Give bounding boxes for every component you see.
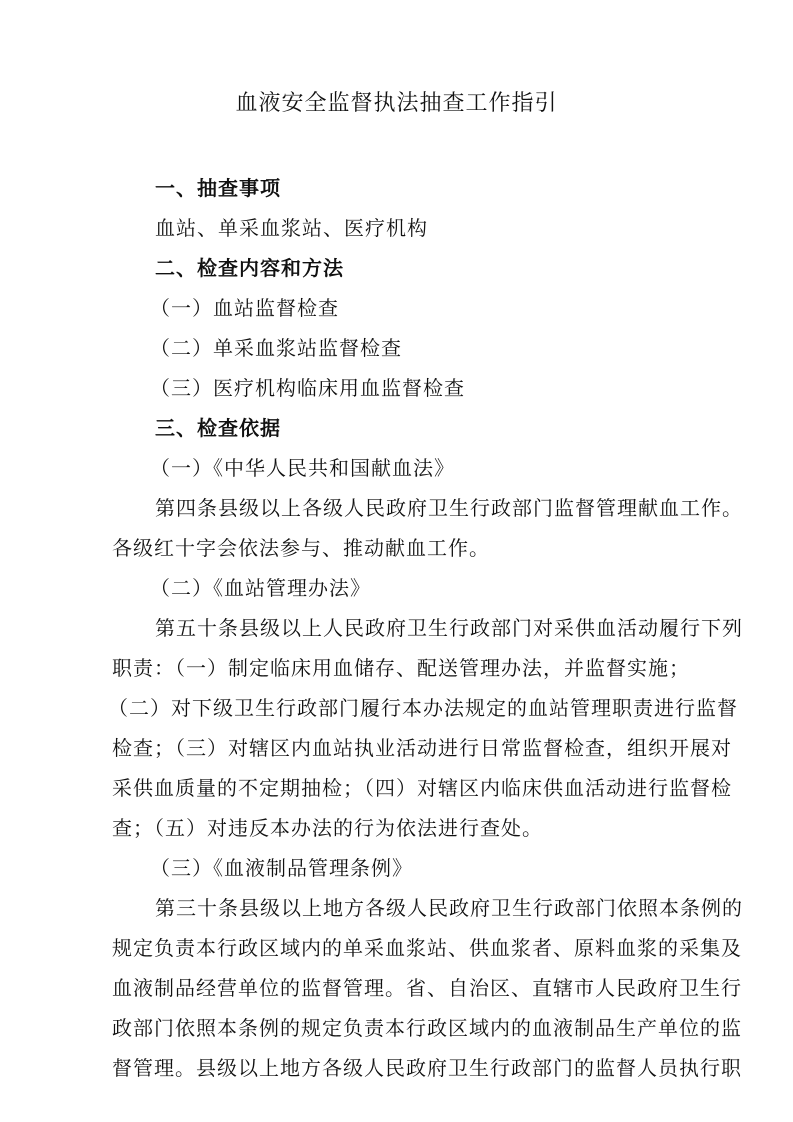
paragraph-line: 规定负责本行政区域内的单采血浆站、供血浆者、原料血浆的采集及 [112,936,742,960]
paragraph-line: 政部门依照本条例的规定负责本行政区域内的血液制品生产单位的监 [112,1016,742,1040]
paragraph-line: 第三十条县级以上地方各级人民政府卫生行政部门依照本条例的 [155,896,743,920]
paragraph-line: 职责：（一）制定临床用血储存、配送管理办法，并监督实施； [112,656,690,680]
section-2-item: （一）血站监督检查 [150,296,339,320]
paragraph-line: 各级红十字会依法参与、推动献血工作。 [112,536,490,560]
section-2-item: （二）单采血浆站监督检查 [150,336,402,360]
page-title: 血液安全监督执法抽查工作指引 [235,91,558,116]
paragraph-line: （二）对下级卫生行政部门履行本办法规定的血站管理职责进行监督 [108,696,738,720]
paragraph-line: 查；（五）对违反本办法的行为依法进行查处。 [112,816,543,840]
section-2-item: （三）医疗机构临床用血监督检查 [150,376,465,400]
paragraph-line: 第五十条县级以上人民政府卫生行政部门对采供血活动履行下列 [155,616,743,640]
paragraph-line: 采供血质量的不定期抽检；（四）对辖区内临床供血活动进行监督检 [112,776,732,800]
section-heading-1: 一、抽查事项 [155,176,281,200]
paragraph-line: 检查；（三）对辖区内血站执业活动进行日常监督检查，组织开展对 [112,736,732,760]
section-heading-3: 三、检查依据 [155,416,281,440]
paragraph-line: 督管理。县级以上地方各级人民政府卫生行政部门的监督人员执行职 [112,1056,742,1080]
law-title-1: （一）《中华人民共和国献血法》 [150,456,455,480]
section-heading-2: 二、检查内容和方法 [155,256,344,280]
paragraph-line: 血液制品经营单位的监督管理。省、自治区、直辖市人民政府卫生行 [112,976,742,1000]
section-1-text: 血站、单采血浆站、医疗机构 [155,216,428,240]
law-title-2: （二）《血站管理办法》 [150,576,371,600]
paragraph-line: 第四条县级以上各级人民政府卫生行政部门监督管理献血工作。 [155,496,743,520]
law-title-3: （三）《血液制品管理条例》 [150,856,413,880]
